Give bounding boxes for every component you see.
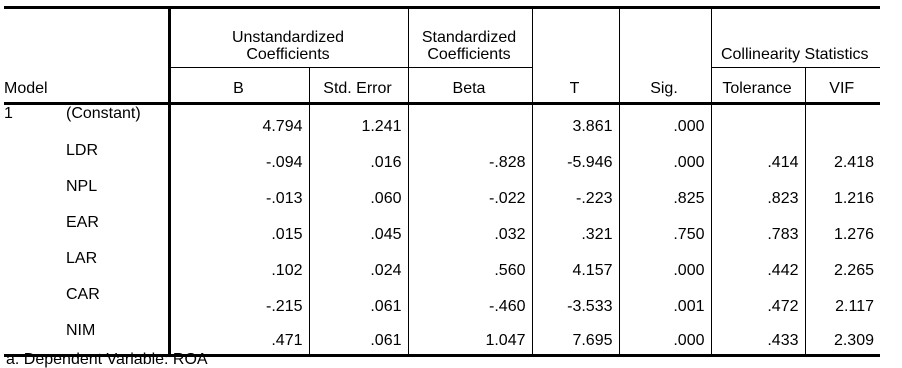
- table-footnote: a. Dependent Variable: ROA: [6, 351, 208, 368]
- cell-vif: 1.216: [833, 189, 874, 207]
- coefficients-table: [4, 6, 880, 357]
- tolerance-header: Tolerance: [711, 68, 805, 104]
- model-cell-empty: [4, 176, 62, 212]
- cell-beta: -.828: [408, 140, 532, 176]
- standardized-coefficients-header: [408, 8, 532, 68]
- unstandardized-line2: Coefficients: [246, 46, 330, 63]
- cell-t: 4.157: [532, 248, 619, 284]
- standardized-line2: Coefficients: [427, 46, 511, 63]
- cell-b: .471: [169, 320, 309, 356]
- cell-tolerance: [711, 104, 805, 140]
- table-row: [4, 284, 880, 320]
- cell-std-error: 1.241: [309, 104, 408, 140]
- header-blank-model: [4, 8, 62, 68]
- cell-b: -.215: [169, 284, 309, 320]
- cell-sig: .000: [619, 140, 711, 176]
- header-blank-name: [62, 8, 169, 68]
- cell-sig: .001: [619, 284, 711, 320]
- cell-vif: 2.265: [833, 261, 874, 279]
- cell-t: 3.861: [532, 104, 619, 140]
- cell-b: -.013: [169, 176, 309, 212]
- cell-std-error: .016: [309, 140, 408, 176]
- cell-sig: .000: [619, 104, 711, 140]
- row-label: EAR: [66, 213, 99, 231]
- cell-sig: .750: [619, 212, 711, 248]
- vif-header: VIF: [805, 68, 880, 104]
- cell-b: 4.794: [169, 104, 309, 140]
- cell-tolerance: .414: [711, 140, 805, 176]
- beta-header: Beta: [408, 68, 532, 104]
- row-label: NPL: [66, 177, 98, 195]
- cell-std-error: .024: [309, 248, 408, 284]
- cell-t: .321: [532, 212, 619, 248]
- cell-t: -3.533: [532, 284, 619, 320]
- cell-tolerance: .823: [711, 176, 805, 212]
- table-row: [4, 176, 880, 212]
- cell-sig: .000: [619, 320, 711, 356]
- cell-sig: .825: [619, 176, 711, 212]
- cell-vif: [805, 104, 880, 140]
- cell-sig: .000: [619, 248, 711, 284]
- model-cell-empty: [4, 140, 62, 176]
- row-label: NIM: [62, 320, 169, 356]
- cell-tolerance: .442: [711, 248, 805, 284]
- cell-beta: -.460: [408, 284, 532, 320]
- row-label: (Constant): [66, 105, 141, 122]
- table-row: [4, 248, 880, 284]
- table-row: [4, 140, 880, 176]
- cell-vif: 2.309: [805, 320, 880, 356]
- cell-t: -5.946: [532, 140, 619, 176]
- cell-vif: 1.276: [833, 225, 874, 243]
- cell-beta: .032: [408, 212, 532, 248]
- model-cell-empty: [4, 284, 62, 320]
- cell-std-error: .045: [309, 212, 408, 248]
- cell-tolerance: .433: [711, 320, 805, 356]
- cell-vif: 2.418: [833, 153, 874, 171]
- cell-t: -.223: [532, 176, 619, 212]
- cell-std-error: .061: [309, 320, 408, 356]
- unstandardized-coefficients-header: [169, 8, 408, 68]
- row-label: LDR: [66, 141, 99, 159]
- header-blank-sig: [619, 8, 711, 68]
- std-error-header: Std. Error: [309, 68, 408, 104]
- cell-t: 7.695: [532, 320, 619, 356]
- sig-header: Sig.: [619, 68, 711, 104]
- cell-beta: 1.047: [408, 320, 532, 356]
- t-header: T: [532, 68, 619, 104]
- cell-tolerance: .472: [711, 284, 805, 320]
- standardized-line1: Standardized: [421, 29, 517, 46]
- cell-beta: -.022: [408, 176, 532, 212]
- model-cell-empty: [4, 248, 62, 284]
- cell-b: -.094: [169, 140, 309, 176]
- table-row: [4, 104, 880, 140]
- model-header: Model: [4, 68, 169, 104]
- collinearity-label: Collinearity Statistics: [720, 46, 869, 63]
- cell-std-error: .061: [309, 284, 408, 320]
- collinearity-statistics-header: [711, 8, 880, 68]
- cell-beta: .560: [408, 248, 532, 284]
- model-number: 1: [4, 105, 13, 122]
- cell-vif: 2.117: [835, 297, 874, 315]
- b-header: B: [169, 68, 309, 104]
- cell-b: .102: [169, 248, 309, 284]
- row-label: CAR: [66, 285, 100, 303]
- model-cell-empty: [4, 212, 62, 248]
- cell-tolerance: .783: [711, 212, 805, 248]
- row-label: LAR: [66, 249, 98, 267]
- header-blank-t: [532, 8, 619, 68]
- cell-beta: [408, 104, 532, 140]
- unstandardized-line1: Unstandardized: [231, 29, 345, 46]
- cell-std-error: .060: [309, 176, 408, 212]
- table-row: [4, 212, 880, 248]
- cell-b: .015: [169, 212, 309, 248]
